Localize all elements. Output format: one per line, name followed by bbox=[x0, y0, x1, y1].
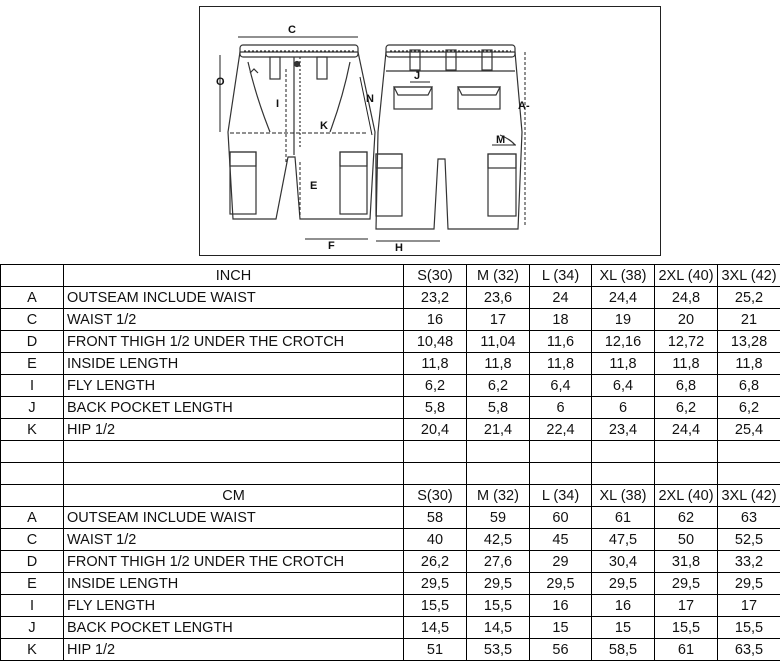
value-cell: 6,4 bbox=[530, 375, 592, 397]
row-description: FRONT THIGH 1/2 UNDER THE CROTCH bbox=[64, 331, 404, 353]
table-row bbox=[1, 551, 780, 573]
row-description: HIP 1/2 bbox=[64, 419, 404, 441]
row-description: OUTSEAM INCLUDE WAIST bbox=[64, 287, 404, 309]
value-cell: 14,5 bbox=[467, 617, 530, 639]
row-description: FRONT THIGH 1/2 UNDER THE CROTCH bbox=[64, 551, 404, 573]
value-cell: 15,5 bbox=[404, 595, 467, 617]
value-cell: 63 bbox=[718, 507, 780, 529]
empty-cell bbox=[718, 463, 780, 485]
row-description: WAIST 1/2 bbox=[64, 529, 404, 551]
value-cell: 61 bbox=[592, 507, 655, 529]
header-code-cell bbox=[1, 265, 64, 287]
value-cell: 25,4 bbox=[718, 419, 780, 441]
empty-cell bbox=[718, 441, 780, 463]
table-row bbox=[1, 309, 780, 331]
row-code: E bbox=[1, 573, 64, 595]
value-cell: 22,4 bbox=[530, 419, 592, 441]
cm-header-row bbox=[1, 485, 780, 507]
measurement-lines bbox=[220, 37, 525, 241]
value-cell: 24 bbox=[530, 287, 592, 309]
value-cell: 29,5 bbox=[404, 573, 467, 595]
value-cell: 13,28 bbox=[718, 331, 780, 353]
empty-cell bbox=[1, 463, 64, 485]
value-cell: 6,2 bbox=[655, 397, 718, 419]
value-cell: 17 bbox=[467, 309, 530, 331]
value-cell: 15,5 bbox=[467, 595, 530, 617]
size-header-xl: XL (38) bbox=[592, 265, 655, 287]
value-cell: 10,48 bbox=[404, 331, 467, 353]
value-cell: 42,5 bbox=[467, 529, 530, 551]
row-code: D bbox=[1, 331, 64, 353]
value-cell: 40 bbox=[404, 529, 467, 551]
label-m: M bbox=[496, 134, 506, 146]
empty-cell bbox=[64, 463, 404, 485]
value-cell: 6,2 bbox=[404, 375, 467, 397]
value-cell: 45 bbox=[530, 529, 592, 551]
table-row bbox=[1, 595, 780, 617]
value-cell: 15 bbox=[530, 617, 592, 639]
value-cell: 51 bbox=[404, 639, 467, 661]
value-cell: 50 bbox=[655, 529, 718, 551]
value-cell: 11,8 bbox=[718, 353, 780, 375]
table-row bbox=[1, 639, 780, 661]
value-cell: 47,5 bbox=[592, 529, 655, 551]
empty-cell bbox=[64, 441, 404, 463]
size-header-m: M (32) bbox=[467, 265, 530, 287]
value-cell: 5,8 bbox=[404, 397, 467, 419]
row-description: BACK POCKET LENGTH bbox=[64, 397, 404, 419]
value-cell: 19 bbox=[592, 309, 655, 331]
value-cell: 15,5 bbox=[655, 617, 718, 639]
row-code: K bbox=[1, 639, 64, 661]
value-cell: 24,8 bbox=[655, 287, 718, 309]
row-code: J bbox=[1, 617, 64, 639]
value-cell: 5,8 bbox=[467, 397, 530, 419]
value-cell: 15,5 bbox=[718, 617, 780, 639]
value-cell: 6,8 bbox=[718, 375, 780, 397]
size-header-s: S(30) bbox=[404, 265, 467, 287]
value-cell: 6 bbox=[530, 397, 592, 419]
row-description: FLY LENGTH bbox=[64, 375, 404, 397]
value-cell: 11,6 bbox=[530, 331, 592, 353]
value-cell: 21 bbox=[718, 309, 780, 331]
table-row bbox=[1, 507, 780, 529]
row-code: D bbox=[1, 551, 64, 573]
value-cell: 23,2 bbox=[404, 287, 467, 309]
label-e: E bbox=[310, 180, 318, 192]
value-cell: 11,8 bbox=[592, 353, 655, 375]
row-code: K bbox=[1, 419, 64, 441]
value-cell: 24,4 bbox=[655, 419, 718, 441]
value-cell: 14,5 bbox=[404, 617, 467, 639]
label-i: I bbox=[276, 98, 280, 110]
row-code: C bbox=[1, 529, 64, 551]
value-cell: 61 bbox=[655, 639, 718, 661]
value-cell: 11,04 bbox=[467, 331, 530, 353]
value-cell: 21,4 bbox=[467, 419, 530, 441]
value-cell: 6 bbox=[592, 397, 655, 419]
size-table bbox=[0, 264, 780, 661]
value-cell: 6,2 bbox=[718, 397, 780, 419]
value-cell: 11,8 bbox=[655, 353, 718, 375]
empty-cell bbox=[530, 441, 592, 463]
row-code: I bbox=[1, 595, 64, 617]
row-description: INSIDE LENGTH bbox=[64, 573, 404, 595]
empty-cell bbox=[530, 463, 592, 485]
table-row bbox=[1, 331, 780, 353]
label-c: C bbox=[288, 24, 296, 36]
empty-row bbox=[1, 441, 780, 463]
row-description: BACK POCKET LENGTH bbox=[64, 617, 404, 639]
row-code: E bbox=[1, 353, 64, 375]
value-cell: 30,4 bbox=[592, 551, 655, 573]
value-cell: 6,4 bbox=[592, 375, 655, 397]
value-cell: 31,8 bbox=[655, 551, 718, 573]
empty-cell bbox=[467, 441, 530, 463]
value-cell: 29 bbox=[530, 551, 592, 573]
value-cell: 26,2 bbox=[404, 551, 467, 573]
value-cell: 25,2 bbox=[718, 287, 780, 309]
value-cell: 63,5 bbox=[718, 639, 780, 661]
value-cell: 60 bbox=[530, 507, 592, 529]
value-cell: 20,4 bbox=[404, 419, 467, 441]
header-code-cell bbox=[1, 485, 64, 507]
value-cell: 29,5 bbox=[718, 573, 780, 595]
size-header-3xl: 3XL (42) bbox=[718, 485, 780, 507]
size-header-3xl: 3XL (42) bbox=[718, 265, 780, 287]
table-row bbox=[1, 419, 780, 441]
row-description: WAIST 1/2 bbox=[64, 309, 404, 331]
row-code: A bbox=[1, 287, 64, 309]
size-header-l: L (34) bbox=[530, 265, 592, 287]
empty-cell bbox=[1, 441, 64, 463]
cm-title: CM bbox=[64, 485, 404, 507]
value-cell: 33,2 bbox=[718, 551, 780, 573]
size-header-2xl: 2XL (40) bbox=[655, 485, 718, 507]
value-cell: 11,8 bbox=[467, 353, 530, 375]
value-cell: 29,5 bbox=[655, 573, 718, 595]
value-cell: 53,5 bbox=[467, 639, 530, 661]
value-cell: 56 bbox=[530, 639, 592, 661]
shorts-measurement-diagram bbox=[199, 6, 661, 256]
value-cell: 15 bbox=[592, 617, 655, 639]
size-header-l: L (34) bbox=[530, 485, 592, 507]
size-header-2xl: 2XL (40) bbox=[655, 265, 718, 287]
value-cell: 11,8 bbox=[530, 353, 592, 375]
label-a: A- bbox=[518, 100, 530, 112]
label-o: O bbox=[216, 76, 225, 88]
table-row bbox=[1, 287, 780, 309]
row-description: OUTSEAM INCLUDE WAIST bbox=[64, 507, 404, 529]
row-description: FLY LENGTH bbox=[64, 595, 404, 617]
value-cell: 27,6 bbox=[467, 551, 530, 573]
value-cell: 29,5 bbox=[467, 573, 530, 595]
value-cell: 23,6 bbox=[467, 287, 530, 309]
empty-cell bbox=[404, 441, 467, 463]
row-description: INSIDE LENGTH bbox=[64, 353, 404, 375]
value-cell: 20 bbox=[655, 309, 718, 331]
front-shorts-outline bbox=[228, 45, 375, 219]
value-cell: 12,16 bbox=[592, 331, 655, 353]
table-row bbox=[1, 375, 780, 397]
value-cell: 52,5 bbox=[718, 529, 780, 551]
table-row bbox=[1, 529, 780, 551]
value-cell: 58,5 bbox=[592, 639, 655, 661]
empty-cell bbox=[592, 441, 655, 463]
value-cell: 16 bbox=[404, 309, 467, 331]
empty-cell bbox=[592, 463, 655, 485]
inch-title: INCH bbox=[64, 265, 404, 287]
row-code: J bbox=[1, 397, 64, 419]
table-row bbox=[1, 353, 780, 375]
label-k: K bbox=[320, 120, 328, 132]
empty-row bbox=[1, 463, 780, 485]
value-cell: 17 bbox=[655, 595, 718, 617]
row-code: C bbox=[1, 309, 64, 331]
value-cell: 16 bbox=[592, 595, 655, 617]
label-h: H bbox=[395, 242, 403, 254]
value-cell: 58 bbox=[404, 507, 467, 529]
row-code: I bbox=[1, 375, 64, 397]
value-cell: 24,4 bbox=[592, 287, 655, 309]
value-cell: 11,8 bbox=[404, 353, 467, 375]
shorts-drawing bbox=[200, 7, 660, 255]
empty-cell bbox=[655, 441, 718, 463]
empty-cell bbox=[404, 463, 467, 485]
value-cell: 16 bbox=[530, 595, 592, 617]
value-cell: 6,2 bbox=[467, 375, 530, 397]
value-cell: 62 bbox=[655, 507, 718, 529]
table-row bbox=[1, 397, 780, 419]
value-cell: 23,4 bbox=[592, 419, 655, 441]
size-header-s: S(30) bbox=[404, 485, 467, 507]
label-f: F bbox=[328, 240, 335, 252]
value-cell: 18 bbox=[530, 309, 592, 331]
value-cell: 12,72 bbox=[655, 331, 718, 353]
value-cell: 17 bbox=[718, 595, 780, 617]
label-n: N bbox=[366, 93, 374, 105]
value-cell: 29,5 bbox=[592, 573, 655, 595]
table-row bbox=[1, 573, 780, 595]
value-cell: 6,8 bbox=[655, 375, 718, 397]
value-cell: 59 bbox=[467, 507, 530, 529]
empty-cell bbox=[467, 463, 530, 485]
table-row bbox=[1, 617, 780, 639]
size-header-xl: XL (38) bbox=[592, 485, 655, 507]
size-header-m: M (32) bbox=[467, 485, 530, 507]
inch-header-row bbox=[1, 265, 780, 287]
row-code: A bbox=[1, 507, 64, 529]
row-description: HIP 1/2 bbox=[64, 639, 404, 661]
label-j: J bbox=[414, 70, 421, 82]
empty-cell bbox=[655, 463, 718, 485]
value-cell: 29,5 bbox=[530, 573, 592, 595]
